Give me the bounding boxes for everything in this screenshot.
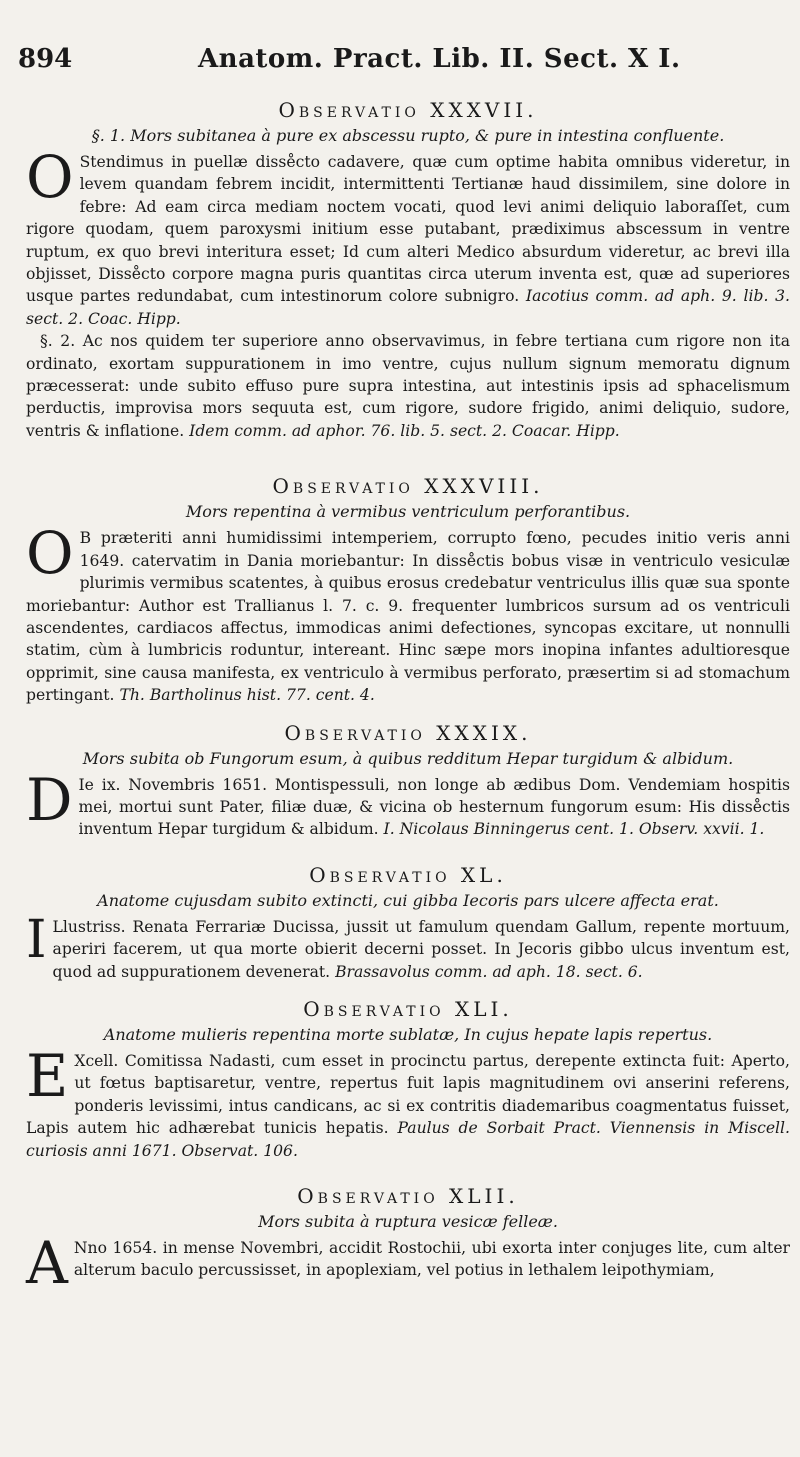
observation-subtitle: Anatome mulieris repentina morte sublatæ, In cujus hepate lapis repertus. [103,1024,713,1044]
page-header [0,44,800,84]
citation: Brassavolus comm. ad aph. 18. sect. 6. [335,962,643,981]
observation-39 [26,721,790,841]
citation: Iacotius comm. ad aph. 9. lib. 3. sect. 2. Coac. Hipp. [26,287,790,328]
body-text: B præteriti anni humidissimi intemperiem, corrupto fœno, pecudes initio veris anni 1649. catervatim in Dania moriebantur: In disse̊ctis bobus visæ in ventriculo vesiculæ plurimis vermibus scatentes, à quibus erosus credebatur ventriculus illis quæ sua sponte moriebantur: Author est Trallianus l. 7. c. 9. frequenter lumbricos sursum ad os ventriculi ascendentes, cardiacos affectus, immodicas animi defectiones, syncopas excitare, ut nonnulli statim, cùm à lumbricis roduntur, intereant. Hinc sæpe mors inopina infantes adultioresque opprimit, sine causa manifesta, ex ventriculo à vermibus perforato, præsertim si ad stomachum pertingant. [26,529,790,705]
body-text: Nno 1654. in mense Novembri, accidit Rostochii, ubi exorta inter conjuges lite, cum alter alterum baculo percussisset, in apoplexiam, vel potius in lethalem leipothymiam, [73,1239,790,1280]
observation-title: Observatio XLII. [297,1184,519,1208]
observation-text [26,143,790,330]
observation-37 [26,98,790,442]
observation-text [26,1041,790,1162]
running-head: Anatom. Pract. Lib. II. Sect. X I. [198,44,681,74]
observation-title: Observatio XXXIX. [284,720,532,745]
observation-42 [26,1184,790,1297]
citation: Paulus de Sorbait Pract. Viennensis in Miscell. curiosis anni 1671. Observat. 106. [26,1119,790,1160]
body-text: Stendimus in puellæ disse̊cto cadavere, quæ cum optime habita omnibus videretur, in levem quandam febrem incidit, intermittenti Tertianæ haud dissimilem, sine dolore in febre: Ad eam circa mediam noctem vocati, quod levi animi deliquio laboraſſet, cum rigore quodam, quem paroxysmi initium esse putabant, prædiximus abscessum in ventre ruptum, ex quo brevi interitura esset; Id cum alteri Medico absurdum videretur, ac brevi illa objisset, Disse̊cto corpore magna puris quantitas circa uterum inventa est, quæ ad superiores usque partes redundabat, cum intestinorum colore subnigro. [26,153,790,306]
observation-subtitle: Mors subita ob Fungorum esum, à quibus redditum Hepar turgidum & albidum. [82,748,734,768]
observation-title: Observatio XLI. [303,996,513,1021]
observation-text-section-2 [26,330,790,442]
observation-text [26,1229,790,1297]
body-text: §. 2. Ac nos quidem ter superiore anno observavimus, in febre tertiana cum rigore non ita ordinato, exortam suppurationem in imo ventre, cujus nullum signum memoratu dignum præcesserat: unde subito effuso pure supra intestina, aut intestinis ipsis ad sphacelismum perductis, improvisa mors sequuta est, cum rigore, sudore frigido, animi deliquio, sudore, ventris & inflatione. [26,332,790,440]
drop-cap: D [26,765,73,834]
observation-text [26,765,790,841]
observation-title: Observatio XXXVII. [278,98,538,122]
page-number: 894 [18,44,73,74]
observation-subtitle: Anatome cujusdam subito extincti, cui gibba Iecoris pars ulcere affecta erat. [97,890,719,910]
drop-cap: I [26,909,47,970]
citation: I. Nicolaus Binningerus cent. 1. Observ. xxvii. 1. [383,820,765,839]
observation-title: Observatio XXXVIII. [272,474,544,499]
observation-subtitle: Mors repentina à vermibus ventriculum perforantibus. [185,502,631,522]
body-text: Xcell. Comitissa Nadasti, cum esset in procinctu partus, derepente extincta fuit: Aperto, ut fœtus baptisaretur, ventre, repertus fuit lapis magnitudinem ovi anserini referens, ponderis levissimi, intus candicans, ac si ex contritis diademaribus coagmentatus fuisset, Lapis autem hic adhærebat tunicis hepatis. [26,1051,790,1138]
drop-cap: O [26,143,74,211]
observation-text [26,519,790,706]
observation-text [26,909,790,983]
observation-40 [26,863,790,983]
drop-cap: E [26,1041,69,1110]
drop-cap: O [26,519,74,588]
body-text: Ie ix. Novembris 1651. Montispessuli, non longe ab ædibus Dom. Vendemiam hospitis mei, mortui sunt Pater, filiæ duæ, & vicina ob hesternum fungorum esum: His disse̊ctis inventum Hepar turgidum & albidum. [78,775,790,839]
page-content [26,92,790,1297]
observation-subtitle: §. 1. Mors subitanea à pure ex abscessu rupto, & pure in intestina confluente. [91,126,725,145]
observation-41 [26,997,790,1162]
drop-cap: A [26,1229,68,1297]
observation-title: Observatio XL. [309,862,507,887]
body-text: Llustriss. Renata Ferrariæ Ducissa, jussit ut famulum quendam Gallum, repente mortuum, aperiri facerem, ut qua morte obierit decerni posset. In Jecoris gibbo ulcus inventum est, quod ad suppurationem devenerat. [52,917,790,981]
citation: Th. Bartholinus hist. 77. cent. 4. [119,686,375,705]
citation: Idem comm. ad aphor. 76. lib. 5. sect. 2. Coacar. Hipp. [189,421,620,440]
observation-38 [26,474,790,706]
observation-subtitle: Mors subita à ruptura vesicæ felleæ. [258,1212,558,1231]
